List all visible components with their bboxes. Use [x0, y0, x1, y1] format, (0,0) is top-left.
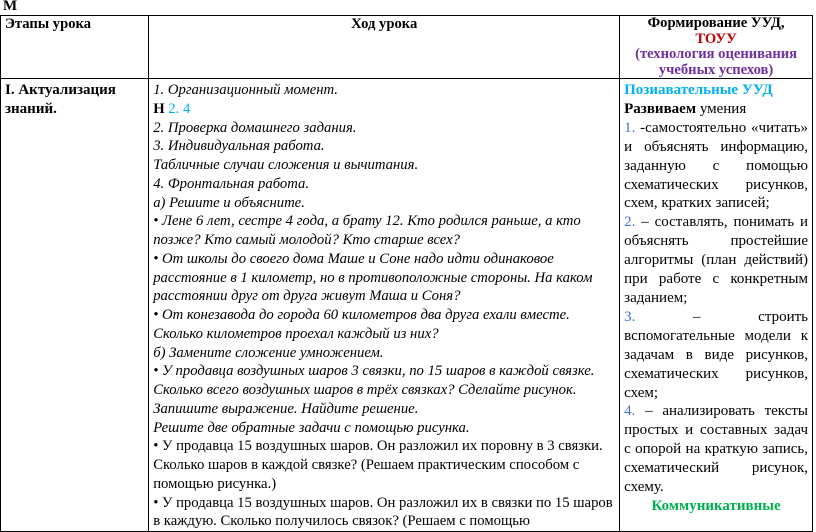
header-stages: [1, 16, 149, 79]
lesson-numbers: 2. 4: [168, 100, 191, 117]
lesson-line: • От конезавода до города 60 километров два друга ехали вместе. Сколько километров проехал каждый из них?: [153, 307, 570, 342]
uud-point-number: 4.: [624, 403, 636, 420]
table-row: [1, 79, 813, 532]
uud-develop-bold: Развиваем: [624, 100, 697, 117]
header-uud-line2: ТОУУ: [695, 30, 737, 47]
uud-point-number: 3.: [624, 308, 636, 325]
lesson-cell: [149, 79, 620, 532]
header-course-label: Ход урока: [351, 16, 418, 32]
stage-cell: [1, 79, 149, 532]
lesson-line: Решите две обратные задачи с помощью рисунка.: [153, 419, 470, 436]
lesson-line: 3. Индивидуальная работа.: [153, 138, 325, 155]
uud-point-3: [624, 308, 808, 403]
lesson-line: 1. Организационный момент.: [153, 82, 338, 98]
uud-point-text: – анализировать тексты простых и составных задач с опорой на краткую запись, схематический рисунок, схему.: [624, 403, 808, 496]
lesson-table: [0, 15, 813, 532]
uud-communicative-title: Коммуникативные: [651, 497, 781, 514]
uud-point-text: – составлять, понимать и объяснять простейшие алгоритмы (план действий) при работе с конкретным заданием;: [624, 214, 808, 306]
uud-point-number: 2.: [624, 214, 636, 231]
lesson-line: б) Замените сложение умножением.: [153, 344, 384, 361]
uud-develop: [624, 100, 808, 119]
uud-point-4: [624, 402, 808, 497]
stage-label: I. Актуализация знаний.: [5, 82, 116, 117]
lesson-line: • У продавца воздушных шаров 3 связки, по 15 шаров в каждой связке. Сколько всего воздушных шаров в трёх связках? Сделайте рисунок. Запишите выражение. Найдите решение.: [153, 363, 595, 417]
lesson-line: • От школы до своего дома Маше и Соне надо идти одинаковое расстояние в 1 километр, но в противоположные стороны. На каком расстоянии друг от друга живут Маша и Соня?: [153, 250, 593, 305]
lesson-line: 4. Фронтальная работа.: [153, 175, 310, 192]
header-uud: [620, 16, 813, 79]
page-letter: М: [3, 0, 18, 14]
uud-point-text: -самостоятельно «читать» и объяснять информацию, заданную с помощью схематических рисунков, схем, кратких записей;: [624, 119, 808, 212]
lesson-line: 2. Проверка домашнего задания.: [153, 119, 357, 136]
lesson-h-letter: Н: [153, 100, 165, 117]
uud-develop-rest: умения: [696, 100, 747, 117]
header-uud-line1: Формирование УУД,: [647, 15, 785, 31]
uud-point-2: [624, 213, 808, 308]
lesson-line: [153, 100, 615, 119]
header-uud-line3: (технология оценивания учебных успехов): [635, 46, 798, 78]
lesson-line: • У продавца 15 воздушных шаров. Он разложил их в связки по 15 шаров в каждую. Сколько получилось связок? (Решаем с помощью: [153, 494, 613, 530]
header-course: [149, 16, 620, 79]
uud-point-1: [624, 119, 808, 214]
uud-point-number: 1.: [624, 119, 636, 136]
lesson-line: а) Решите и объясните.: [153, 194, 305, 211]
lesson-line: • Лене 6 лет, сестре 4 года, а брату 12. Кто родился раньше, а кто позже? Кто самый молодой? Кто старше всех?: [153, 213, 581, 248]
uud-title: Позиавательные УУД: [624, 82, 773, 98]
header-stages-label: Этапы урока: [5, 16, 91, 32]
uud-point-text: – строить вспомогательные модели к задачам в виде рисунков, схематических рисунков, схем;: [624, 308, 808, 401]
table-header-row: [1, 16, 813, 79]
lesson-line: • У продавца 15 воздушных шаров. Он разложил их поровну в 3 связки. Сколько шаров в каждой связке? (Решаем практическим способом с помощью рисунка.): [153, 438, 603, 492]
uud-cell: [620, 79, 813, 532]
lesson-line: Табличные случаи сложения и вычитания.: [153, 157, 419, 173]
